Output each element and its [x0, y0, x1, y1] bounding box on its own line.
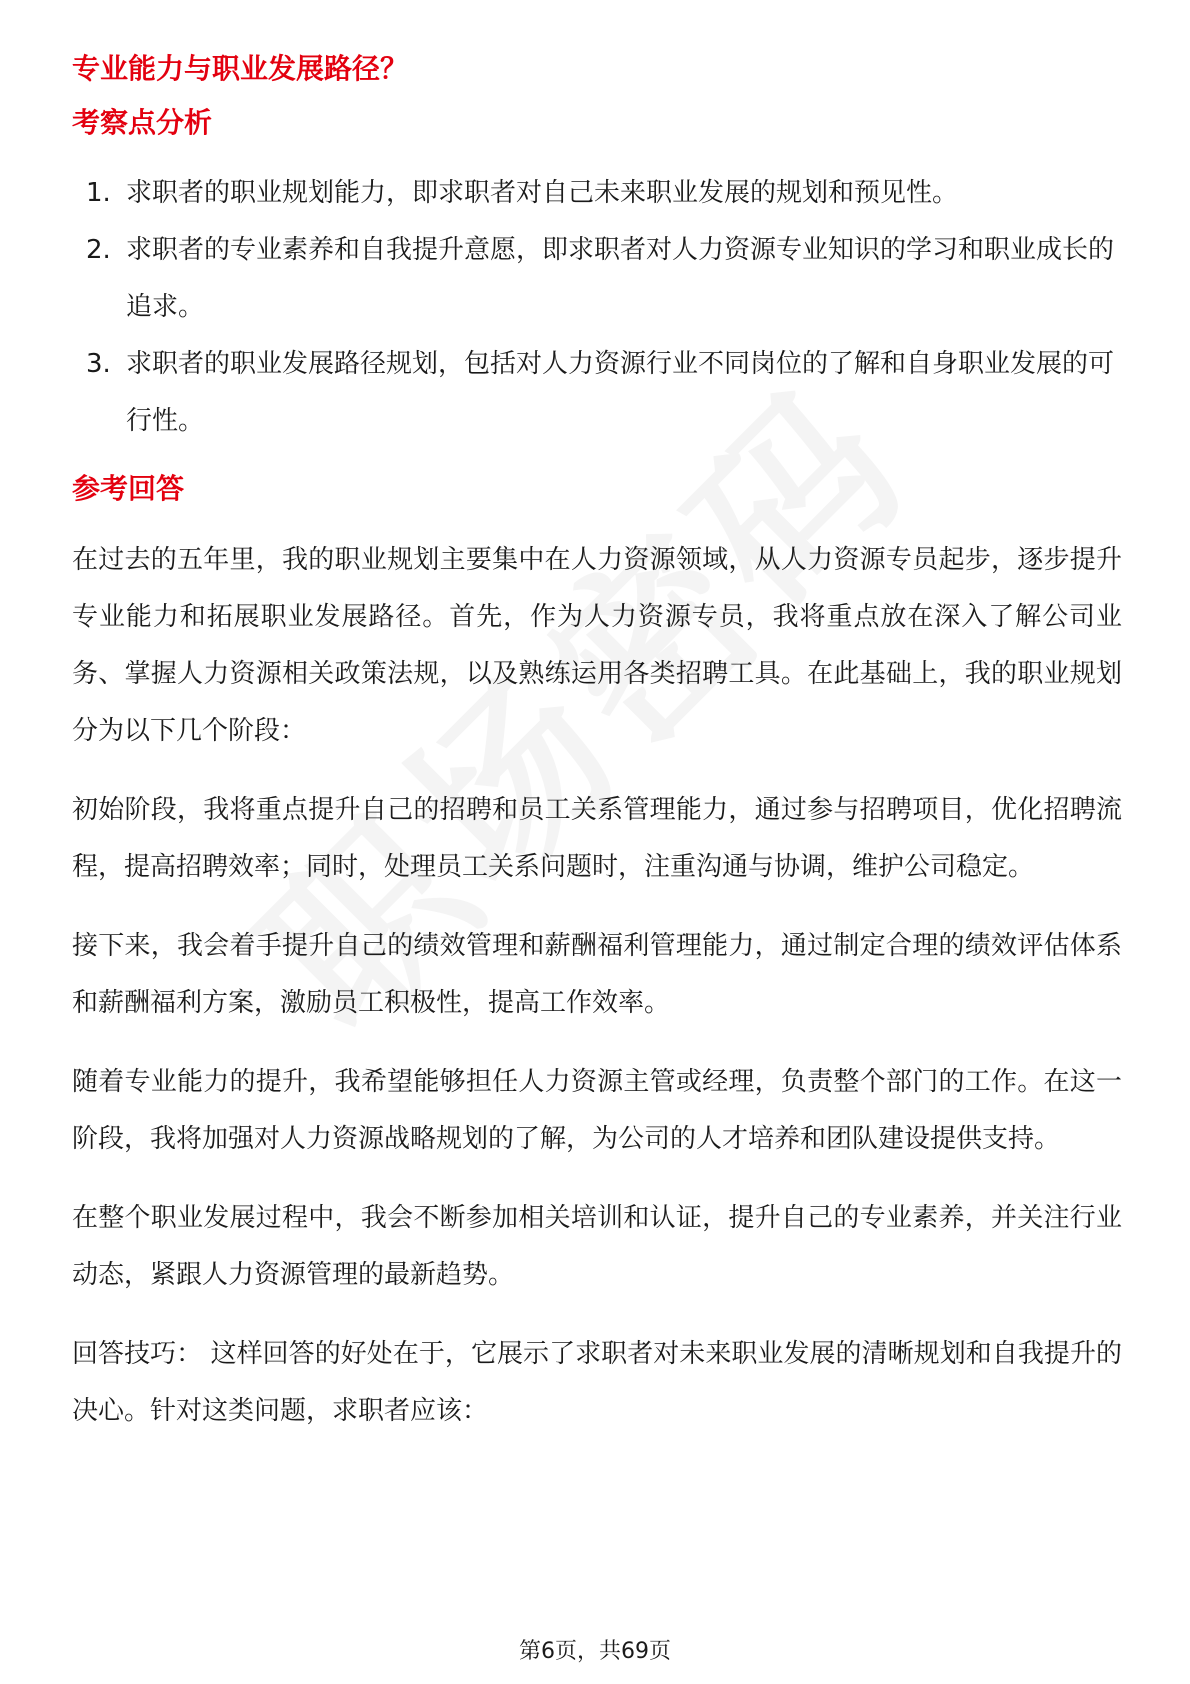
answer-tips-paragraph: 回答技巧： 这样回答的好处在于，它展示了求职者对未来职业发展的清晰规划和自我提升的决心。针对这类问题，求职者应该：	[72, 1338, 1122, 1426]
answer-paragraph: 随着专业能力的提升，我希望能够担任人力资源主管或经理，负责整个部门的工作。在这一阶段，我将加强对人力资源战略规划的了解，为公司的人才培养和团队建设提供支持。	[72, 1066, 1122, 1154]
question-title: 专业能力与职业发展路径？	[72, 52, 409, 85]
answer-heading: 参考回答	[72, 472, 185, 506]
page-number-footer: 第6页，共69页	[519, 1639, 671, 1664]
analysis-point-text: 求职者的职业发展路径规划，包括对人力资源行业不同岗位的了解和自身职业发展的可行性。	[126, 349, 1115, 437]
answer-paragraph: 在过去的五年里，我的职业规划主要集中在人力资源领域，从人力资源专员起步，逐步提升专业能力和拓展职业发展路径。首先，作为人力资源专员，我将重点放在深入了解公司业务、掌握人力资源相关政策法规，以及熟练运用各类招聘工具。在此基础上，我的职业规划分为以下几个阶段：	[72, 544, 1122, 746]
answer-paragraph: 初始阶段，我将重点提升自己的招聘和员工关系管理能力，通过参与招聘项目，优化招聘流程，提高招聘效率；同时，处理员工关系问题时，注重沟通与协调，维护公司稳定。	[72, 794, 1122, 882]
analysis-point-number: 3.	[86, 349, 111, 380]
analysis-point-number: 1.	[86, 178, 111, 209]
analysis-point-number: 2.	[86, 235, 111, 266]
analysis-point	[72, 336, 1122, 450]
analysis-point	[72, 165, 1122, 222]
answer-paragraph: 接下来，我会着手提升自己的绩效管理和薪酬福利管理能力，通过制定合理的绩效评估体系和薪酬福利方案，激励员工积极性，提高工作效率。	[72, 930, 1122, 1018]
analysis-point	[72, 222, 1122, 336]
analysis-point-text: 求职者的专业素养和自我提升意愿，即求职者对人力资源专业知识的学习和职业成长的追求。	[126, 235, 1115, 323]
answer-paragraph: 在整个职业发展过程中，我会不断参加相关培训和认证，提升自己的专业素养，并关注行业动态，紧跟人力资源管理的最新趋势。	[72, 1202, 1122, 1290]
analysis-point-text: 求职者的职业规划能力，即求职者对自己未来职业发展的规划和预见性。	[126, 178, 959, 209]
analysis-list	[72, 165, 1122, 450]
page-content	[72, 52, 1122, 1462]
analysis-heading: 考察点分析	[72, 105, 213, 139]
